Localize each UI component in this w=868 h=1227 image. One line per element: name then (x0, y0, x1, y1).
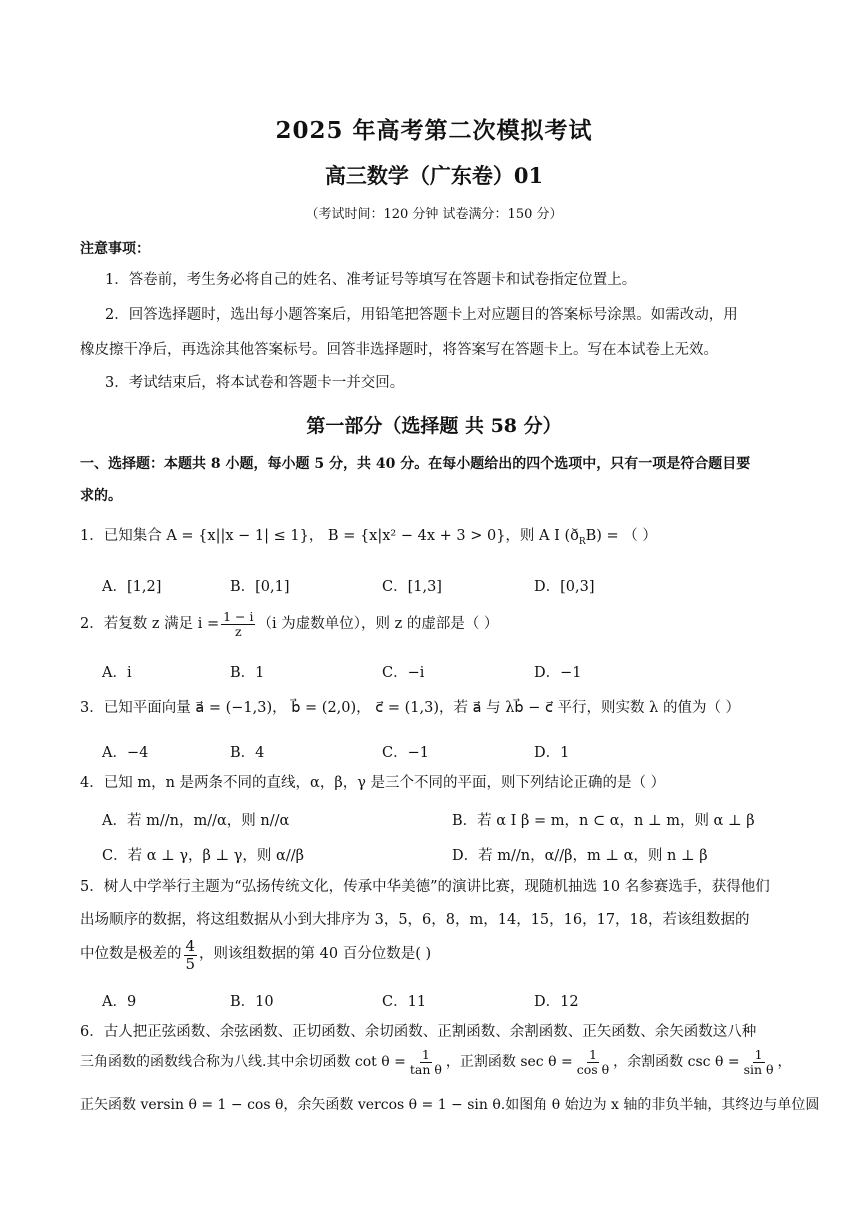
notice-item-1: 1．答卷前，考生务必将自己的姓名、准考证号等填写在答题卡和试卷指定位置上。 (105, 272, 637, 288)
question-1-option-d: D．[0,3] (534, 579, 595, 595)
question-6-fraction-cot: $\frac{1}{\text{tan θ}}$ (409, 1047, 442, 1077)
question-5-line-2: 出场顺序的数据，将这组数据从小到大排序为 3，5，6，8，m，14，15，16，17，18，若该组数据的 (80, 912, 750, 928)
section-instruction-line-1: 一、选择题：本题共 8 小题，每小题 5 分，共 40 分。在每小题给出的四个选项中，只有一项是符合题目要 (80, 456, 751, 472)
question-5-line-3: 中位数是极差的 $\frac{4}{5}$ ，则该组数据的第 40 百分位数是( ) (80, 937, 432, 973)
question-1-option-c: C．[1,3] (382, 579, 442, 595)
question-2-option-c: C．−i (382, 665, 425, 681)
question-3-option-a: A．−4 (102, 745, 149, 761)
question-3-option-d: D．1 (534, 745, 570, 761)
question-4-stem: 4．已知 m，n 是两条不同的直线，α，β，γ 是三个不同的平面，则下列结论正确的是（ ） (80, 775, 666, 791)
section-instruction-line-2: 求的。 (80, 488, 122, 504)
exam-title: 2025 年高考第二次模拟考试 (275, 117, 593, 144)
question-5-line-1: 5．树人中学举行主题为“弘扬传统文化，传承中华美德”的演讲比赛，现随机抽选 10 名参赛选手，获得他们 (80, 879, 770, 895)
question-6-fraction-sec: $\frac{1}{\text{cos θ}}$ (576, 1047, 610, 1077)
question-5-option-c: C．11 (382, 994, 427, 1010)
question-6-line-3: 正矢函数 versin θ = 1 − cos θ，余矢函数 vercos θ = 1 − sin θ.如图角 θ 始边为 x 轴的非负半轴，其终边与单位圆 (80, 1097, 820, 1113)
notice-item-2-line-2: 橡皮擦干净后，再选涂其他答案标号。回答非选择题时，将答案写在答题卡上。写在本试卷上无效。 (80, 342, 718, 358)
question-2-option-d: D．−1 (534, 665, 582, 681)
question-1-option-a: A．[1,2] (102, 579, 162, 595)
question-5-option-d: D．12 (534, 994, 579, 1010)
section-title: 第一部分（选择题 共 58 分） (306, 415, 562, 437)
exam-info: （考试时间：120 分钟 试卷满分：150 分） (305, 207, 563, 222)
question-2-fraction: $\frac{1 - i}{z}$ (223, 609, 254, 639)
notice-heading: 注意事项： (80, 241, 150, 257)
question-3-stem: 3．已知平面向量 a⃗ = (−1,3)， b⃗ = (2,0)， c⃗ = (1,3)，若 a⃗ 与 λb⃗ − c⃗ 平行，则实数 λ 的值为（ ） (80, 700, 741, 716)
question-4-option-d: D．若 m//n，α//β，m ⊥ α，则 n ⊥ β (452, 848, 708, 864)
question-2-option-a: A．i (102, 665, 132, 681)
question-6-line-1: 6．古人把正弦函数、余弦函数、正切函数、余切函数、正割函数、余割函数、正矢函数、余矢函数这八种 (80, 1024, 757, 1040)
exam-subtitle: 高三数学（广东卷）01 (324, 163, 544, 188)
notice-item-3: 3．考试结束后，将本试卷和答题卡一并交回。 (105, 375, 405, 391)
question-3-option-c: C．−1 (382, 745, 429, 761)
question-4-option-b: B．若 α I β = m，n ⊂ α，n ⊥ m，则 α ⊥ β (452, 813, 755, 829)
notice-item-2-line-1: 2．回答选择题时，选出每小题答案后，用铅笔把答题卡上对应题目的答案标号涂黑。如需改动，用 (105, 307, 738, 323)
question-2-stem: 2．若复数 z 满足 i = $\frac{1 - i}{z}$ （i 为虚数单位），则 z 的虚部是（ ） (80, 609, 499, 639)
question-5-option-b: B．10 (230, 994, 274, 1010)
question-5-fraction: $\frac{4}{5}$ (185, 937, 196, 973)
question-4-option-a: A．若 m//n，m//α，则 n//α (102, 813, 290, 829)
question-6-line-2: 三角函数的函数线合称为八线.其中余切函数 cot θ = $\frac{1}{\text{tan θ}}$ ，正割函数 sec θ = $\frac{1}{\text{cos θ}}$ ，余割函数 csc θ = $\frac{1}{\text{sin θ}}$ ， (80, 1047, 792, 1077)
question-2-option-b: B．1 (230, 665, 265, 681)
question-1-stem: 1．已知集合 A = {x||x − 1| ≤ 1}， B = {x|x² − 4x + 3 > 0}，则 A I $(ð_RB)$ = （ ） (80, 528, 657, 547)
question-6-fraction-csc: $\frac{1}{\text{sin θ}}$ (743, 1047, 774, 1077)
question-3-option-b: B．4 (230, 745, 265, 761)
question-4-option-c: C．若 α ⊥ γ，β ⊥ γ，则 α//β (102, 848, 304, 864)
question-5-option-a: A．9 (102, 994, 137, 1010)
question-1-option-b: B．[0,1] (230, 579, 290, 595)
